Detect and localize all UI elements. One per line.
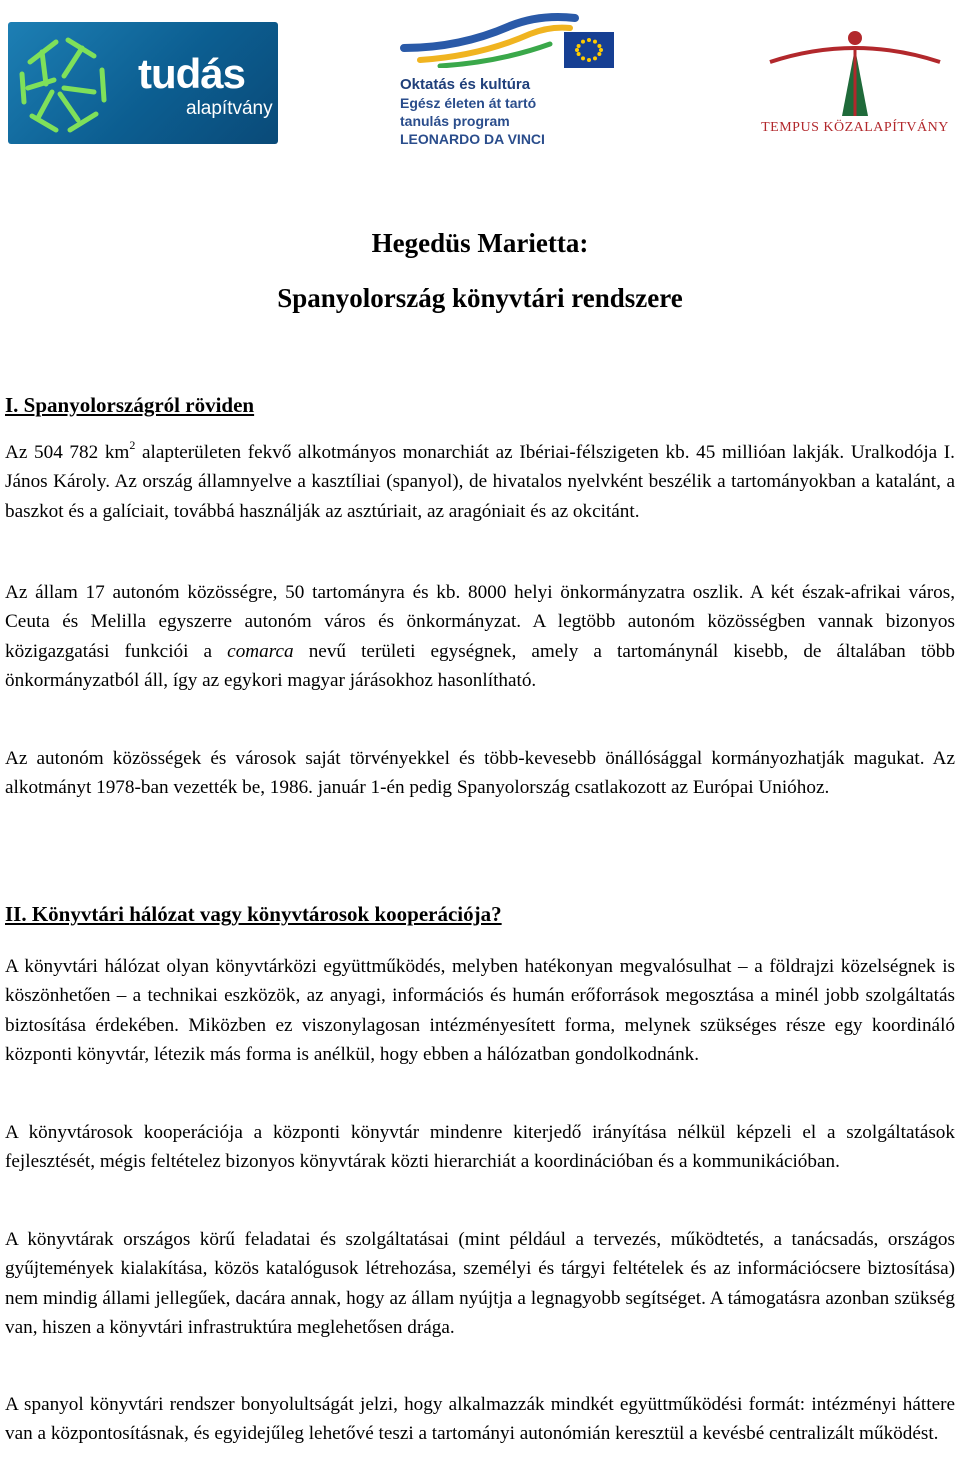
text-segment: Az állam 17 autonóm közösségre, 50 tartományra és kb. 8000 helyi önkormányzatra oszlik. A két észak-afrikai város, Ceuta és Melilla egyszerre autonóm város és önkormányzat. A legtöbb autonóm közösségben vannak bizonyos közigazgatási funkciói a: [5, 582, 955, 662]
section-1-heading: I. Spanyolországról röviden: [5, 393, 255, 417]
tudas-word: tudás: [138, 50, 246, 97]
author-name: Hegedüs Marietta:: [371, 228, 589, 258]
section-1-paragraph-2: [5, 578, 955, 695]
tudas-alapitvany-logo: [8, 22, 278, 144]
lifelong-learning-logo: [372, 0, 624, 170]
section-1-paragraph-1: [5, 438, 955, 526]
section-2-paragraph-1: A könyvtári hálózat olyan könyvtárközi együttműködés, melyben hatékonyan megvalósulhat – a földrajzi közelségnek is köszönhetően – a technikai eszközök, az anyagi, információs és humán erőforrások megosztása a minél jobb szolgáltatás biztosítása érdekében. Miközben ez viszonylagosan intézményesített forma, melynek szükséges része egy koordináló központi könyvtár, létezik más forma is anélkül, hogy ebben a hálózatban gondolkodnánk.: [5, 956, 955, 1065]
section-2-paragraph-4: A spanyol könyvtári rendszer bonyolultságát jelzi, hogy alkalmazzák mindkét együttműködési formát: intézményi háttere van a központosításnak, és egyidejűleg lehetővé teszi a tartományi autonómián keresztül a kevésbé centralizált működést.: [5, 1394, 955, 1445]
section-1-paragraph-3: Az autonóm közösségek és városok saját törvényekkel és több-kevesebb önállósággal kormányozhatják magukat. Az alkotmányt 1978-ban vezették be, 1986. január 1-én pedig Spanyolország csatlakozott az Európai Unióhoz.: [5, 748, 955, 799]
section-2-heading: II. Könyvtári hálózat vagy könyvtárosok kooperációja?: [5, 902, 502, 926]
text-segment: nevű területi egységnek, amely a tartománynál kisebb, de általában több önkormányzatból áll, így az egykori magyar járásokhoz hasonlítható.: [5, 640, 955, 691]
italic-term: comarca: [227, 640, 294, 662]
lifelong-line-1: Oktatás és kultúra: [400, 76, 531, 93]
text-segment: alapterületen fekvő alkotmányos monarchiát az Ibériai-félszigeten kb. 45 millióan lakják. Uralkodója I. János Károly. Az ország államnyelve a kasztíliai (spanyol), de hivatalos nyelvként beszélik a tartományokban a katalánt, a baszkot és a galíciait, továbbá használják az asztúriait, az aragóniait és az okcitánt.: [5, 442, 955, 522]
eu-flag-icon: [564, 32, 614, 68]
swoosh-icon: [400, 8, 580, 68]
lifelong-line-2: Egész életen át tartó: [400, 95, 537, 111]
text-segment: Az 504 782 km: [5, 442, 130, 463]
document-title: Spanyolország könyvtári rendszere: [277, 283, 683, 313]
tempus-name: TEMPUS KÖZALAPÍTVÁNY: [761, 120, 949, 135]
section-2-paragraph-3: A könyvtárak országos körű feladatai és szolgáltatásai (mint például a tervezés, működtetés, a tanácsadás, országos gyűjtemények kialakítása, közös katalógusok létrehozása, személyi és tárgyi feltételek és az információcsere biztosítása) nem mindig állami jellegűek, dacára annak, hogy az állam nyújtja a legnagyobb segítséget. A támogatásra azonban szükség van, hiszen a könyvtári infrastruktúra meglehetősen drága.: [5, 1229, 955, 1338]
lifelong-line-3: tanulás program: [400, 113, 510, 129]
superscript: 2: [129, 437, 136, 452]
tudas-subtitle: alapítvány: [186, 98, 273, 119]
logo-header: [0, 0, 960, 175]
tempus-kozalapitvany-logo: [760, 28, 950, 148]
section-2-paragraph-2: A könyvtárosok kooperációja a központi könyvtár mindenre kiterjedő irányítása nélkül képzeli el a szolgáltatások fejlesztését, mégis feltételez bizonyos könyvtárak közti hierarchiát a koordinációban és a kommunikációban.: [5, 1122, 955, 1173]
lifelong-line-4: LEONARDO DA VINCI: [400, 131, 545, 147]
tempus-scale-icon: [760, 28, 950, 118]
